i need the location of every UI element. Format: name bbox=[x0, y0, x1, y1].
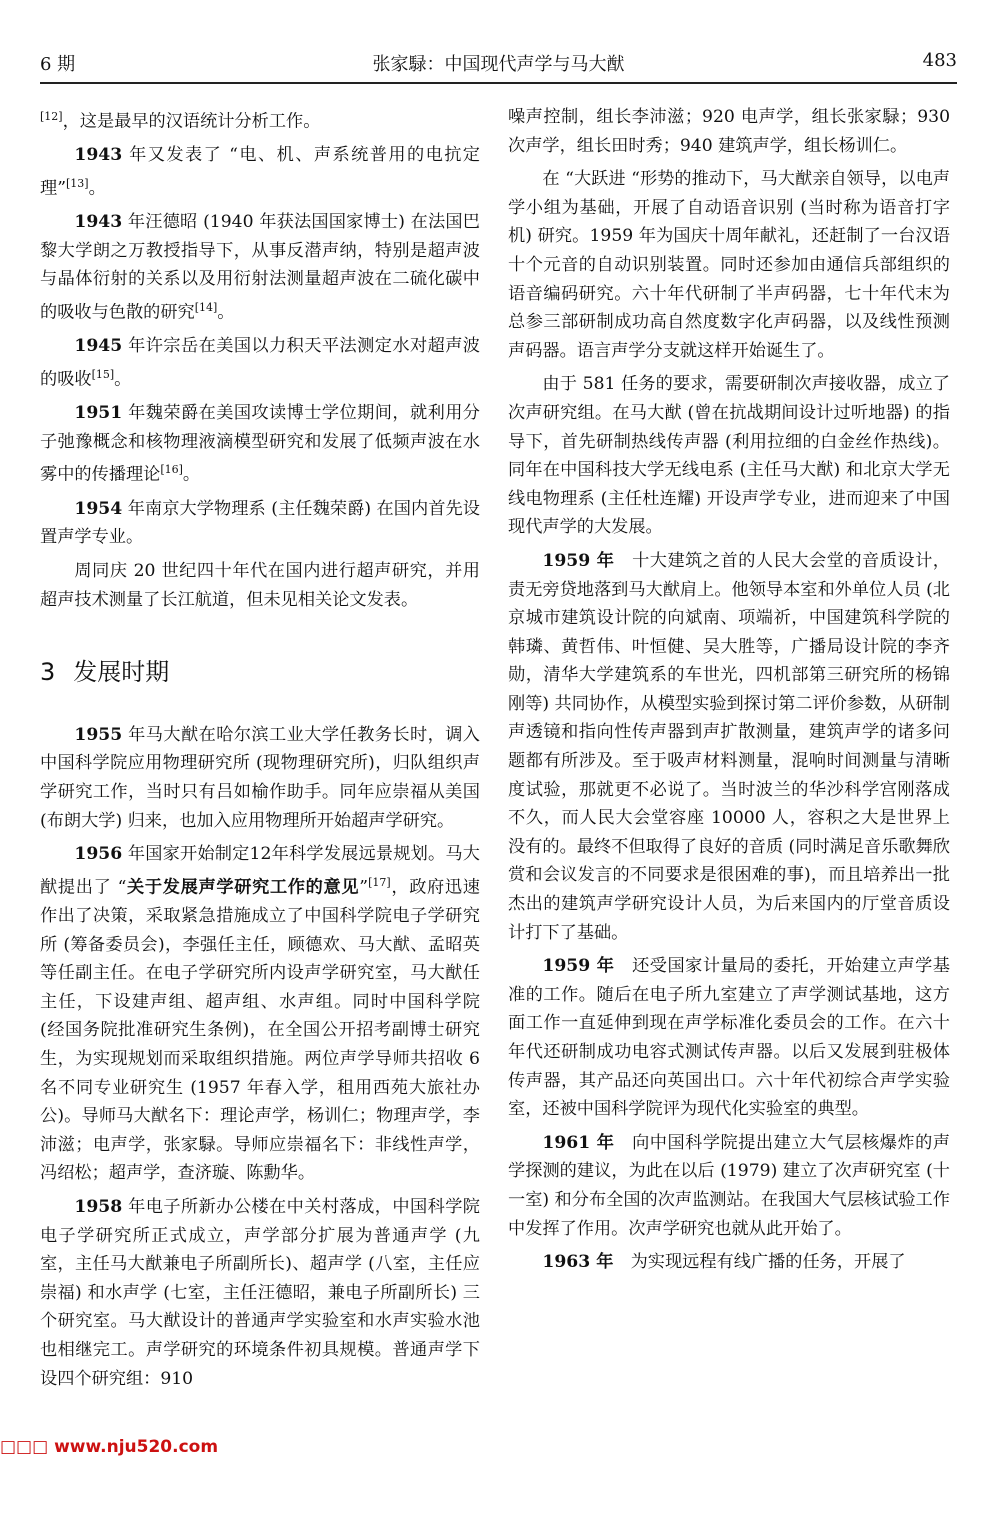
year: 1963 年 bbox=[542, 1252, 614, 1273]
paragraph: 由于 581 任务的要求，需要研制次声接收器，成立了次声研究组。在马大猷 (曾在抗战期间设计过听地器) 的指导下，首先研制热线传声器 (利用拉细的白金丝作热线)。同年在中国科技大学无线电系 (主任马大猷) 和北京大学无线电物理系 (主任杜连耀) 开设声学专业，进而迎来了中国现代声学的大发展。 bbox=[508, 374, 950, 538]
paragraph: 在 “大跃进 “形势的推动下，马大猷亲自领导，以电声学小组为基础，开展了自动语音识别 (当时称为语音打字机) 研究。1959 年为国庆十周年献礼，还赶制了一台汉语十个元音的自动识别装置。同时还参加由通信兵部组织的语音编码研究。六十年代研制了半声码器，七十年代末为总参三部研制成功高自然度数字化声码器，以及线性预测声码器。语言声学分支就这样开始诞生了。 bbox=[508, 169, 950, 361]
year: 1959 年 bbox=[542, 956, 615, 977]
page-header bbox=[40, 42, 957, 84]
paragraph: 1959 年 还受国家计量局的委托，开始建立声学基准的工作。随后在电子所九室建立了声学测试基地，这方面工作一直延伸到现在声学标准化委员会的工作。在六十年代还研制成功电容式测试传声器。以后又发展到驻极体传声器，其产品还向英国出口。六十年代初综合声学实验室，还被中国科学院评为现代化实验室的典型。 bbox=[508, 956, 950, 1120]
paragraph: 1954 年南京大学物理系 (主任魏荣爵) 在国内首先设置声学专业。 bbox=[40, 498, 480, 548]
year: 1958 bbox=[74, 1197, 123, 1217]
paragraph: [12]，这是最早的汉语统计分析工作。 bbox=[40, 110, 321, 132]
paragraph: 1955 年马大猷在哈尔滨工业大学任教务长时，调入中国科学院应用物理研究所 (现物理研究所)，归队组织声学研究工作，当时只有吕如榆作助手。同年应崇福从美国 (布朗大学) 归来，也加入应用物理所开始超声学研究。 bbox=[40, 724, 480, 831]
citation: [12] bbox=[40, 110, 63, 123]
paragraph: 1961 年 向中国科学院提出建立大气层核爆炸的声学探测的建议，为此在以后 (1979) 建立了次声研究室 (十一室) 和分布全国的次声监测站。在我国大气层核试验工作中发挥了作用。次声学研究也就从此开始了。 bbox=[508, 1132, 950, 1239]
paragraph: 1945 年许宗岳在美国以力积天平法测定水对超声波的吸收[15]。 bbox=[40, 336, 480, 390]
paragraph: 1963 年 为实现远程有线广播的任务，开展了 bbox=[542, 1252, 906, 1273]
citation: [14] bbox=[194, 301, 218, 315]
year: 1943 bbox=[74, 145, 123, 166]
section-title: 发展时期 bbox=[73, 658, 170, 687]
year: 1959 年 bbox=[542, 550, 615, 571]
right-column bbox=[508, 103, 950, 1282]
year: 1945 bbox=[74, 336, 123, 357]
year: 1955 bbox=[74, 724, 123, 745]
paragraph: 1943 年汪德昭 (1940 年获法国国家博士) 在法国巴黎大学朗之万教授指导下，从事反潜声纳，特别是超声波与晶体衍射的关系以及用衍射法测量超声波在二硫化碳中的吸收与色散的研究[14]。 bbox=[40, 212, 480, 323]
year: 1956 bbox=[74, 844, 123, 865]
left-column bbox=[40, 103, 480, 1398]
section-number: 3 bbox=[40, 658, 56, 687]
watermark-link[interactable]: □□□ www.nju520.com bbox=[0, 1437, 219, 1457]
running-title: 张家騄：中国现代声学与马大猷 bbox=[372, 54, 625, 75]
page-number: 483 bbox=[922, 50, 957, 71]
section-heading bbox=[40, 658, 480, 687]
paragraph: 周同庆 20 世纪四十年代在国内进行超声研究，并用超声技术测量了长江航道，但未见相关论文发表。 bbox=[40, 560, 480, 610]
year: 1954 bbox=[74, 498, 123, 519]
year: 1943 bbox=[74, 212, 123, 233]
paragraph: 1951 年魏荣爵在美国攻读博士学位期间，就利用分子弛豫概念和核物理液滴模型研究和发展了低频声波在水雾中的传播理论[16]。 bbox=[40, 403, 480, 486]
citation: [15] bbox=[91, 367, 115, 381]
paragraph: 1959 年 十大建筑之首的人民大会堂的音质设计，责无旁贷地落到马大猷肩上。他领导本室和外单位人员 (北京城市建筑设计院的向斌南、项端祈，中国建筑科学院的韩璘、黄哲伟、叶恒健、吴大胜等，广播局设计院的李齐勋，清华大学建筑系的车世光，四机部第三研究所的杨锦刚等) 共同协作，从模型实验到探讨第二评价参数，从研制声透镜和指向性传声器到声扩散测量，建筑声学的诸多问题都有所涉及。至于吸声材料测量，混响时间测量与清晰度试验，那就更不必说了。当时波兰的华沙科学宫刚落成不久，而人民大会堂容座 10000 人，容积之大是世界上没有的。最终不但取得了良好的音质 (同时满足音乐歌舞欣赏和会议发言的不同要求是很困难的事)，而且培养出一批杰出的建筑声学研究设计人员，为后来国内的厅堂音质设计打下了基础。 bbox=[508, 550, 950, 943]
citation: [13] bbox=[65, 176, 89, 190]
issue-number: 6 期 bbox=[40, 54, 76, 75]
bold-title: 关于发展声学研究工作的意见 bbox=[126, 877, 360, 898]
year: 1951 bbox=[74, 403, 123, 424]
citation: [17] bbox=[368, 875, 391, 889]
year: 1961 年 bbox=[542, 1132, 615, 1153]
paragraph: 1956 年国家开始制定12年科学发展远景规划。马大猷提出了 “关于发展声学研究工作的意见”[17]，政府迅速作出了决策，采取紧急措施成立了中国科学院电子学研究所 (筹备委员会)，李强任主任，顾德欢、马大猷、孟昭英等任副主任。在电子学研究所内设声学研究室，马大猷任主任，下设建声组、超声组、水声组。同时中国科学院 (经国务院批准研究生条例)，在全国公开招考副博士研究生，为实现规划而采取组织措施。两位声学导师共招收 6 名不同专业研究生 (1957 年春入学，租用西苑大旅社办公)。导师马大猷名下：理论声学，杨训仁；物理声学，李沛滋；电声学，张家騄。导师应崇福名下：非线性声学，冯绍松；超声学，查济璇、陈勳华。 bbox=[40, 844, 480, 1184]
citation: [16] bbox=[160, 463, 183, 477]
paragraph: 1943 年又发表了 “电、机、声系统普用的电抗定理”[13]。 bbox=[40, 145, 480, 199]
paragraph: 噪声控制，组长李沛滋；920 电声学，组长张家騄；930 次声学，组长田时秀；940 建筑声学，组长杨训仁。 bbox=[508, 107, 950, 156]
paragraph: 1958 年电子所新办公楼在中关村落成，中国科学院电子学研究所正式成立，声学部分扩展为普通声学 (九室，主任马大猷兼电子所副所长)、超声学 (八室，主任应崇福) 和水声学 (七室，主任汪德昭，兼电子所副所长) 三个研究室。马大猷设计的普通声学实验室和水声实验水池也相继完工。声学研究的环境条件初具规模。普通声学下设四个研究组：910 bbox=[40, 1197, 480, 1389]
